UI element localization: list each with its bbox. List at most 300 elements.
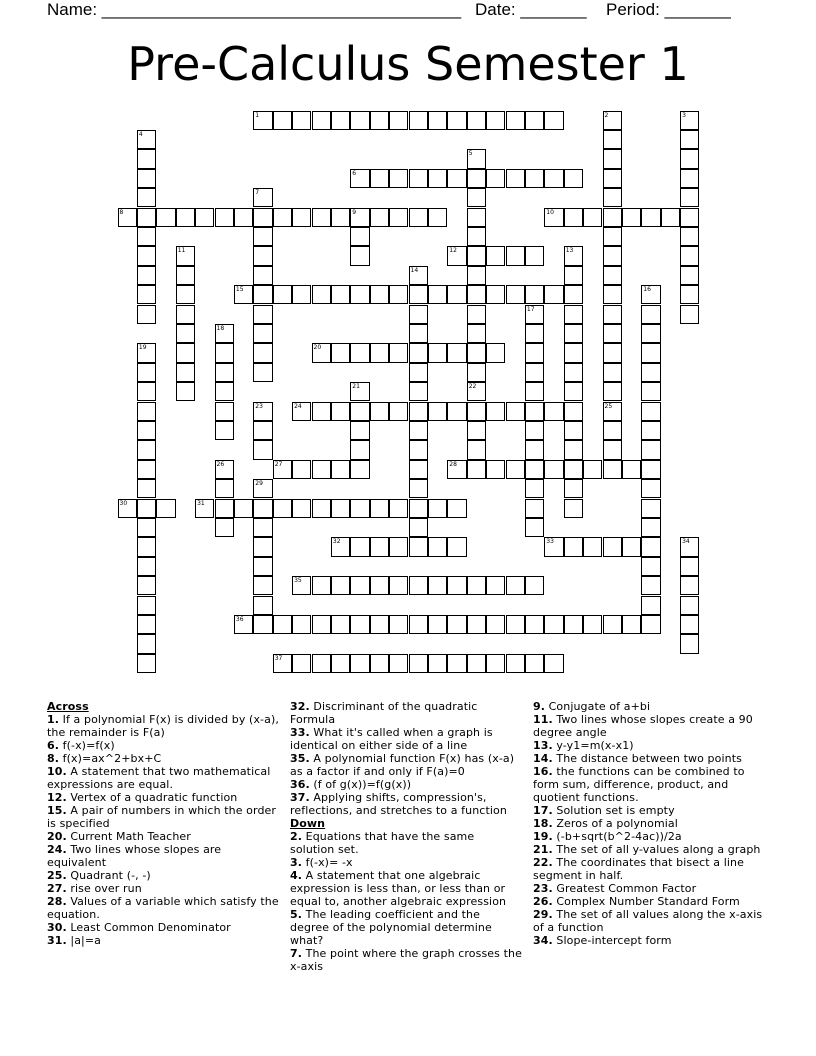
crossword-cell[interactable]	[583, 208, 602, 227]
crossword-cell[interactable]	[292, 111, 311, 130]
crossword-cell[interactable]	[641, 440, 660, 459]
crossword-cell[interactable]	[447, 615, 466, 634]
crossword-cell[interactable]	[544, 169, 563, 188]
crossword-cell[interactable]	[156, 499, 175, 518]
crossword-cell[interactable]	[137, 266, 156, 285]
crossword-cell[interactable]	[603, 382, 622, 401]
crossword-cell[interactable]	[312, 460, 331, 479]
crossword-cell[interactable]	[486, 615, 505, 634]
crossword-cell[interactable]	[370, 402, 389, 421]
crossword-cell[interactable]	[195, 499, 214, 518]
crossword-cell[interactable]	[603, 208, 622, 227]
crossword-cell[interactable]	[428, 343, 447, 362]
crossword-cell[interactable]	[331, 615, 350, 634]
crossword-cell[interactable]	[215, 460, 234, 479]
crossword-cell[interactable]	[564, 382, 583, 401]
crossword-cell[interactable]	[312, 615, 331, 634]
crossword-cell[interactable]	[603, 188, 622, 207]
crossword-cell[interactable]	[467, 576, 486, 595]
crossword-cell[interactable]	[253, 266, 272, 285]
crossword-cell[interactable]	[467, 421, 486, 440]
crossword-cell[interactable]	[273, 208, 292, 227]
crossword-cell[interactable]	[641, 557, 660, 576]
crossword-cell[interactable]	[467, 343, 486, 362]
crossword-cell[interactable]	[447, 537, 466, 556]
crossword-cell[interactable]	[486, 111, 505, 130]
crossword-cell[interactable]	[409, 537, 428, 556]
crossword-cell[interactable]	[544, 654, 563, 673]
crossword-cell[interactable]	[447, 285, 466, 304]
crossword-cell[interactable]	[176, 266, 195, 285]
crossword-cell[interactable]	[137, 227, 156, 246]
crossword-cell[interactable]	[409, 324, 428, 343]
crossword-cell[interactable]	[603, 324, 622, 343]
crossword-cell[interactable]	[467, 169, 486, 188]
crossword-cell[interactable]	[389, 499, 408, 518]
crossword-cell[interactable]	[641, 363, 660, 382]
crossword-cell[interactable]	[234, 285, 253, 304]
crossword-cell[interactable]	[137, 596, 156, 615]
crossword-cell[interactable]	[641, 208, 660, 227]
crossword-cell[interactable]	[137, 343, 156, 362]
crossword-cell[interactable]	[447, 460, 466, 479]
crossword-cell[interactable]	[564, 479, 583, 498]
crossword-cell[interactable]	[312, 499, 331, 518]
crossword-cell[interactable]	[525, 305, 544, 324]
crossword-cell[interactable]	[215, 499, 234, 518]
crossword-cell[interactable]	[215, 363, 234, 382]
crossword-cell[interactable]	[680, 208, 699, 227]
crossword-cell[interactable]	[467, 285, 486, 304]
crossword-cell[interactable]	[641, 285, 660, 304]
crossword-cell[interactable]	[292, 499, 311, 518]
crossword-cell[interactable]	[467, 227, 486, 246]
crossword-cell[interactable]	[234, 615, 253, 634]
crossword-cell[interactable]	[253, 479, 272, 498]
crossword-cell[interactable]	[350, 382, 369, 401]
crossword-cell[interactable]	[137, 402, 156, 421]
crossword-cell[interactable]	[137, 305, 156, 324]
crossword-cell[interactable]	[467, 246, 486, 265]
crossword-cell[interactable]	[389, 208, 408, 227]
crossword-cell[interactable]	[350, 343, 369, 362]
crossword-cell[interactable]	[564, 324, 583, 343]
crossword-cell[interactable]	[389, 285, 408, 304]
crossword-cell[interactable]	[137, 479, 156, 498]
crossword-cell[interactable]	[486, 576, 505, 595]
crossword-cell[interactable]	[370, 285, 389, 304]
crossword-cell[interactable]	[447, 169, 466, 188]
date-field[interactable]: Date: _______	[475, 0, 587, 19]
crossword-cell[interactable]	[428, 169, 447, 188]
crossword-cell[interactable]	[506, 460, 525, 479]
crossword-cell[interactable]	[215, 518, 234, 537]
crossword-cell[interactable]	[467, 305, 486, 324]
crossword-cell[interactable]	[215, 208, 234, 227]
crossword-cell[interactable]	[409, 421, 428, 440]
crossword-cell[interactable]	[215, 324, 234, 343]
crossword-cell[interactable]	[680, 169, 699, 188]
crossword-cell[interactable]	[137, 499, 156, 518]
crossword-cell[interactable]	[564, 440, 583, 459]
crossword-cell[interactable]	[350, 537, 369, 556]
crossword-cell[interactable]	[506, 111, 525, 130]
crossword-cell[interactable]	[273, 654, 292, 673]
crossword-cell[interactable]	[370, 208, 389, 227]
crossword-cell[interactable]	[176, 382, 195, 401]
crossword-cell[interactable]	[564, 402, 583, 421]
crossword-cell[interactable]	[680, 615, 699, 634]
crossword-cell[interactable]	[350, 576, 369, 595]
crossword-cell[interactable]	[409, 402, 428, 421]
crossword-cell[interactable]	[312, 111, 331, 130]
crossword-cell[interactable]	[680, 634, 699, 653]
crossword-cell[interactable]	[641, 324, 660, 343]
crossword-cell[interactable]	[409, 460, 428, 479]
crossword-cell[interactable]	[331, 499, 350, 518]
crossword-cell[interactable]	[564, 499, 583, 518]
crossword-cell[interactable]	[506, 169, 525, 188]
crossword-cell[interactable]	[525, 382, 544, 401]
crossword-cell[interactable]	[467, 111, 486, 130]
crossword-cell[interactable]	[409, 208, 428, 227]
crossword-cell[interactable]	[137, 363, 156, 382]
crossword-cell[interactable]	[389, 654, 408, 673]
crossword-cell[interactable]	[370, 169, 389, 188]
crossword-cell[interactable]	[253, 363, 272, 382]
crossword-cell[interactable]	[641, 518, 660, 537]
crossword-cell[interactable]	[544, 615, 563, 634]
crossword-cell[interactable]	[506, 285, 525, 304]
crossword-cell[interactable]	[253, 615, 272, 634]
crossword-cell[interactable]	[292, 208, 311, 227]
crossword-cell[interactable]	[622, 460, 641, 479]
crossword-cell[interactable]	[253, 421, 272, 440]
crossword-cell[interactable]	[525, 499, 544, 518]
crossword-cell[interactable]	[176, 363, 195, 382]
crossword-cell[interactable]	[273, 615, 292, 634]
crossword-cell[interactable]	[447, 499, 466, 518]
crossword-cell[interactable]	[603, 246, 622, 265]
crossword-cell[interactable]	[680, 576, 699, 595]
crossword-cell[interactable]	[350, 285, 369, 304]
crossword-cell[interactable]	[544, 402, 563, 421]
crossword-cell[interactable]	[215, 343, 234, 362]
crossword-cell[interactable]	[564, 246, 583, 265]
crossword-cell[interactable]	[253, 596, 272, 615]
crossword-cell[interactable]	[641, 615, 660, 634]
crossword-cell[interactable]	[370, 343, 389, 362]
crossword-cell[interactable]	[273, 111, 292, 130]
crossword-cell[interactable]	[253, 402, 272, 421]
crossword-cell[interactable]	[195, 208, 214, 227]
crossword-cell[interactable]	[467, 440, 486, 459]
crossword-cell[interactable]	[331, 654, 350, 673]
crossword-cell[interactable]	[409, 305, 428, 324]
crossword-cell[interactable]	[409, 382, 428, 401]
crossword-cell[interactable]	[215, 402, 234, 421]
crossword-cell[interactable]	[603, 227, 622, 246]
crossword-cell[interactable]	[253, 499, 272, 518]
crossword-cell[interactable]	[525, 576, 544, 595]
crossword-cell[interactable]	[137, 460, 156, 479]
crossword-cell[interactable]	[292, 402, 311, 421]
crossword-cell[interactable]	[603, 169, 622, 188]
crossword-cell[interactable]	[641, 343, 660, 362]
crossword-cell[interactable]	[467, 615, 486, 634]
crossword-cell[interactable]	[641, 402, 660, 421]
crossword-cell[interactable]	[350, 227, 369, 246]
crossword-cell[interactable]	[583, 615, 602, 634]
crossword-cell[interactable]	[409, 440, 428, 459]
crossword-cell[interactable]	[447, 576, 466, 595]
crossword-cell[interactable]	[583, 460, 602, 479]
crossword-cell[interactable]	[525, 479, 544, 498]
crossword-cell[interactable]	[680, 557, 699, 576]
crossword-cell[interactable]	[603, 111, 622, 130]
crossword-cell[interactable]	[680, 130, 699, 149]
crossword-cell[interactable]	[603, 421, 622, 440]
crossword-cell[interactable]	[389, 576, 408, 595]
crossword-cell[interactable]	[544, 460, 563, 479]
crossword-cell[interactable]	[564, 537, 583, 556]
crossword-cell[interactable]	[506, 246, 525, 265]
crossword-cell[interactable]	[486, 460, 505, 479]
crossword-cell[interactable]	[525, 440, 544, 459]
crossword-cell[interactable]	[467, 382, 486, 401]
crossword-cell[interactable]	[137, 130, 156, 149]
crossword-cell[interactable]	[331, 111, 350, 130]
crossword-cell[interactable]	[447, 654, 466, 673]
crossword-cell[interactable]	[428, 111, 447, 130]
crossword-cell[interactable]	[525, 363, 544, 382]
crossword-cell[interactable]	[253, 188, 272, 207]
crossword-cell[interactable]	[292, 576, 311, 595]
crossword-cell[interactable]	[331, 208, 350, 227]
crossword-cell[interactable]	[118, 208, 137, 227]
crossword-cell[interactable]	[467, 149, 486, 168]
crossword-cell[interactable]	[641, 305, 660, 324]
crossword-cell[interactable]	[428, 285, 447, 304]
crossword-cell[interactable]	[312, 208, 331, 227]
crossword-cell[interactable]	[525, 324, 544, 343]
crossword-cell[interactable]	[370, 615, 389, 634]
crossword-cell[interactable]	[467, 266, 486, 285]
crossword-cell[interactable]	[603, 402, 622, 421]
crossword-cell[interactable]	[603, 266, 622, 285]
crossword-cell[interactable]	[253, 576, 272, 595]
crossword-cell[interactable]	[467, 460, 486, 479]
crossword-cell[interactable]	[409, 363, 428, 382]
crossword-cell[interactable]	[409, 615, 428, 634]
crossword-cell[interactable]	[350, 615, 369, 634]
crossword-cell[interactable]	[564, 266, 583, 285]
crossword-cell[interactable]	[641, 537, 660, 556]
crossword-cell[interactable]	[312, 654, 331, 673]
crossword-cell[interactable]	[428, 402, 447, 421]
crossword-cell[interactable]	[331, 460, 350, 479]
crossword-cell[interactable]	[525, 615, 544, 634]
crossword-cell[interactable]	[331, 537, 350, 556]
crossword-cell[interactable]	[564, 421, 583, 440]
crossword-cell[interactable]	[389, 169, 408, 188]
crossword-cell[interactable]	[544, 537, 563, 556]
crossword-cell[interactable]	[409, 654, 428, 673]
crossword-cell[interactable]	[409, 266, 428, 285]
crossword-cell[interactable]	[253, 305, 272, 324]
crossword-cell[interactable]	[234, 499, 253, 518]
crossword-cell[interactable]	[641, 499, 660, 518]
crossword-cell[interactable]	[680, 246, 699, 265]
crossword-cell[interactable]	[525, 460, 544, 479]
crossword-cell[interactable]	[641, 479, 660, 498]
crossword-cell[interactable]	[253, 518, 272, 537]
crossword-cell[interactable]	[137, 576, 156, 595]
crossword-cell[interactable]	[544, 208, 563, 227]
crossword-cell[interactable]	[292, 654, 311, 673]
crossword-cell[interactable]	[292, 460, 311, 479]
crossword-cell[interactable]	[370, 537, 389, 556]
crossword-cell[interactable]	[292, 285, 311, 304]
crossword-cell[interactable]	[350, 440, 369, 459]
crossword-cell[interactable]	[525, 421, 544, 440]
crossword-cell[interactable]	[680, 596, 699, 615]
crossword-cell[interactable]	[389, 537, 408, 556]
crossword-cell[interactable]	[603, 305, 622, 324]
crossword-cell[interactable]	[137, 654, 156, 673]
crossword-cell[interactable]	[137, 188, 156, 207]
crossword-cell[interactable]	[370, 654, 389, 673]
crossword-cell[interactable]	[486, 169, 505, 188]
crossword-cell[interactable]	[641, 382, 660, 401]
crossword-cell[interactable]	[428, 654, 447, 673]
crossword-cell[interactable]	[331, 285, 350, 304]
crossword-cell[interactable]	[564, 285, 583, 304]
crossword-cell[interactable]	[350, 654, 369, 673]
crossword-cell[interactable]	[583, 537, 602, 556]
crossword-cell[interactable]	[467, 208, 486, 227]
crossword-cell[interactable]	[176, 343, 195, 362]
crossword-cell[interactable]	[564, 460, 583, 479]
crossword-cell[interactable]	[447, 343, 466, 362]
crossword-cell[interactable]	[350, 111, 369, 130]
crossword-cell[interactable]	[680, 227, 699, 246]
crossword-cell[interactable]	[389, 343, 408, 362]
crossword-cell[interactable]	[603, 460, 622, 479]
crossword-cell[interactable]	[428, 576, 447, 595]
crossword-cell[interactable]	[467, 324, 486, 343]
crossword-cell[interactable]	[409, 343, 428, 362]
crossword-cell[interactable]	[312, 402, 331, 421]
name-field[interactable]: Name: ______________________________________	[47, 0, 462, 19]
crossword-cell[interactable]	[350, 208, 369, 227]
crossword-cell[interactable]	[350, 169, 369, 188]
crossword-cell[interactable]	[389, 111, 408, 130]
crossword-cell[interactable]	[137, 246, 156, 265]
crossword-cell[interactable]	[564, 169, 583, 188]
crossword-cell[interactable]	[428, 615, 447, 634]
crossword-cell[interactable]	[603, 149, 622, 168]
crossword-cell[interactable]	[603, 130, 622, 149]
crossword-cell[interactable]	[641, 421, 660, 440]
crossword-cell[interactable]	[350, 402, 369, 421]
crossword-cell[interactable]	[680, 149, 699, 168]
crossword-cell[interactable]	[680, 305, 699, 324]
crossword-cell[interactable]	[370, 111, 389, 130]
crossword-cell[interactable]	[447, 246, 466, 265]
crossword-cell[interactable]	[234, 208, 253, 227]
crossword-cell[interactable]	[603, 440, 622, 459]
crossword-cell[interactable]	[447, 402, 466, 421]
crossword-cell[interactable]	[253, 324, 272, 343]
crossword-cell[interactable]	[273, 460, 292, 479]
crossword-cell[interactable]	[486, 654, 505, 673]
crossword-cell[interactable]	[680, 537, 699, 556]
crossword-cell[interactable]	[641, 596, 660, 615]
crossword-cell[interactable]	[176, 324, 195, 343]
crossword-cell[interactable]	[137, 208, 156, 227]
crossword-cell[interactable]	[253, 285, 272, 304]
crossword-cell[interactable]	[176, 305, 195, 324]
crossword-cell[interactable]	[137, 440, 156, 459]
crossword-cell[interactable]	[253, 246, 272, 265]
crossword-cell[interactable]	[603, 537, 622, 556]
crossword-cell[interactable]	[389, 615, 408, 634]
crossword-cell[interactable]	[680, 266, 699, 285]
crossword-cell[interactable]	[486, 285, 505, 304]
crossword-cell[interactable]	[253, 227, 272, 246]
crossword-cell[interactable]	[506, 402, 525, 421]
crossword-cell[interactable]	[137, 382, 156, 401]
crossword-cell[interactable]	[680, 111, 699, 130]
crossword-cell[interactable]	[215, 421, 234, 440]
crossword-cell[interactable]	[622, 615, 641, 634]
crossword-cell[interactable]	[176, 208, 195, 227]
crossword-cell[interactable]	[467, 402, 486, 421]
crossword-cell[interactable]	[467, 188, 486, 207]
crossword-cell[interactable]	[253, 343, 272, 362]
crossword-cell[interactable]	[409, 499, 428, 518]
crossword-cell[interactable]	[253, 208, 272, 227]
crossword-cell[interactable]	[564, 305, 583, 324]
crossword-cell[interactable]	[525, 402, 544, 421]
crossword-cell[interactable]	[409, 479, 428, 498]
crossword-cell[interactable]	[525, 285, 544, 304]
crossword-cell[interactable]	[603, 343, 622, 362]
crossword-cell[interactable]	[137, 285, 156, 304]
crossword-cell[interactable]	[312, 576, 331, 595]
crossword-cell[interactable]	[253, 111, 272, 130]
crossword-cell[interactable]	[331, 343, 350, 362]
crossword-cell[interactable]	[680, 188, 699, 207]
crossword-cell[interactable]	[350, 460, 369, 479]
crossword-cell[interactable]	[486, 343, 505, 362]
crossword-cell[interactable]	[564, 615, 583, 634]
crossword-cell[interactable]	[544, 111, 563, 130]
crossword-cell[interactable]	[312, 285, 331, 304]
crossword-cell[interactable]	[525, 111, 544, 130]
crossword-cell[interactable]	[409, 169, 428, 188]
crossword-cell[interactable]	[603, 615, 622, 634]
crossword-cell[interactable]	[118, 499, 137, 518]
crossword-cell[interactable]	[564, 363, 583, 382]
crossword-cell[interactable]	[622, 537, 641, 556]
crossword-cell[interactable]	[137, 421, 156, 440]
crossword-cell[interactable]	[603, 285, 622, 304]
crossword-cell[interactable]	[137, 615, 156, 634]
period-field[interactable]: Period: _______	[606, 0, 731, 19]
crossword-cell[interactable]	[428, 208, 447, 227]
